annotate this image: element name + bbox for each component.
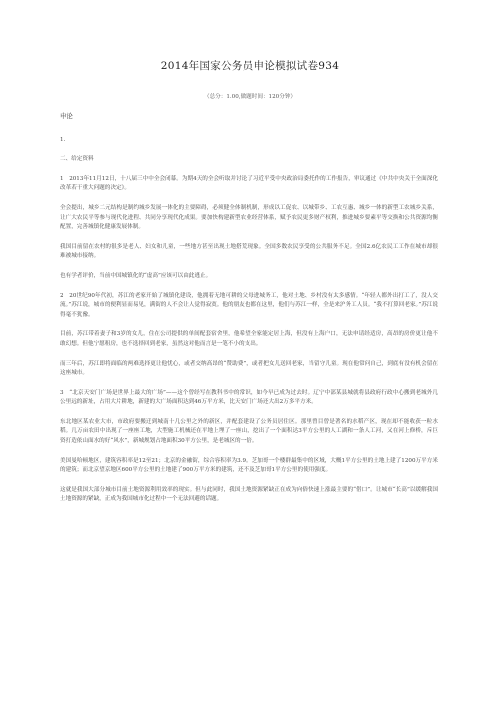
paragraph-3: 我国目前留在农村的很多是老人、妇女和儿童，一些地方甚至出现土地搭荒现象。全国多数农民享受的公共服务不足。全国2.6亿农民工工作在城市却很难被城市接纳。 [60,243,438,260]
paragraph-5: 2 20世纪90年代初，苏江的老家开始了城镇化建设，他拥着无地可耕的父母进城务工，他对土地、乡村没有太多感情。“年轻人都外出打工了，没人交流。”苏江说，城市的便利显而易见，满街的人不会让人觉得寂寞。他的朋友也都在这里，他们与苏江一样，全是来沪务工人员。“我不打算回老家。”苏江说得毫不犹豫。 [60,292,438,318]
section-label: 二、给定资料 [60,156,94,163]
paragraph-4: 也有学者评价，当前中国城镇化的“虚高”应该可以由此逃止。 [60,272,212,279]
paragraph-7: 而三年后，苏江即将面临的两难选择更让他忧心，或者交纳高昂的“赞助费”，或者把女儿送回老家，当留守儿童。现在他常问自己，到底有没有机会留在这座城市。 [60,360,438,377]
question-number: 1. [60,136,66,143]
paragraph-10: 美国曼哈顿地区，建筑容积率是12至21；北京的金融街，综合容积率为3.9。芝加哥一个楼群最集中的区域，大概1平方公里的土地上建了1200万平方米的建筑；而北京望京地区600平方公里的土地建了900万平方米的建筑，还不及芝加哥1平方公里的使用强度。 [60,457,438,474]
paragraph-11: 这就是我国大部分城市目前土地资源利用效率的现实。但与此同时，我国土地资源紧缺正在成为向俗快速上涨最主要的“借口”。让城市“长高”以缓解我国土地资源的紧缺，正成为我国城市化过程中一个无法回避的话题。 [60,486,438,503]
paragraph-9: 东北地区某农业大市，市政府要搬迁到城南十几公里之外的新区，并配套建设了公务员居住区。那里曾目曾是著名的水稻产区，现在却不能收获一粒水稻。几万亩农田中出现了一座座工地，大型施工机械还在平地上埋了一座山，挖出了一个面积达3平方公里的人工湖和一条人工河，又在河上修桥，斥巨资打造依山面水的好“风水”，新城规划占地面积30平方公里，是老城区的一倍。 [60,418,438,445]
paragraph-6: 目前，苏江带着妻子和3岁的女儿，住在公司提供的单间配套宿舍里，他希望全家能定居上海，但没有上海户口，无法申请经适房，高昂的房价更让他不敢幻想。但他宁愿租房，也不选择回到老家，虽然这对他而言是一笔不小的支出。 [60,331,438,347]
section-heading: 申论 [60,112,73,120]
document-body [60,112,438,515]
paragraph-8: 3 “北京天安门广场是世界上最大的广场”——这个曾经写在教科书中的常识，如今早已成为过去时。辽宁中部某县城就将县政府行政中心搬到老城外几公里远的新址，占用大片耕地，新建的大广场面积达到46万平方米，比天安门广场还大出2万多平方米。 [60,389,438,406]
document-subtitle: （总分：1.00,做题时间：120分钟） [203,94,297,100]
document-title: 2014年国家公务员申论模拟试卷934 [160,60,340,72]
paragraph-1: 1 2013年11月12日，十八届三中中全会闭幕。为期4天的全会听取并讨论了习近平受中央政治局委托作的工作报告，审议通过《中共中央关于全面深化改革若干重大问题的决定》。 [60,175,438,192]
paragraph-2: 全会提出，城乡二元结构是制约城乡发展一体化的主要障碍，必须健全体制机制，形成以工促农、以城带乡、工农互惠、城乡一体的新型工农城乡关系，让广大农民平等参与现代化进程、共同分享现代化成果。要加快构建新型农业经营体系，赋予农民更多财产权利，推进城乡要素平等交换和公共资源均衡配置，完善城镇化健康发展体制。 [60,204,438,231]
